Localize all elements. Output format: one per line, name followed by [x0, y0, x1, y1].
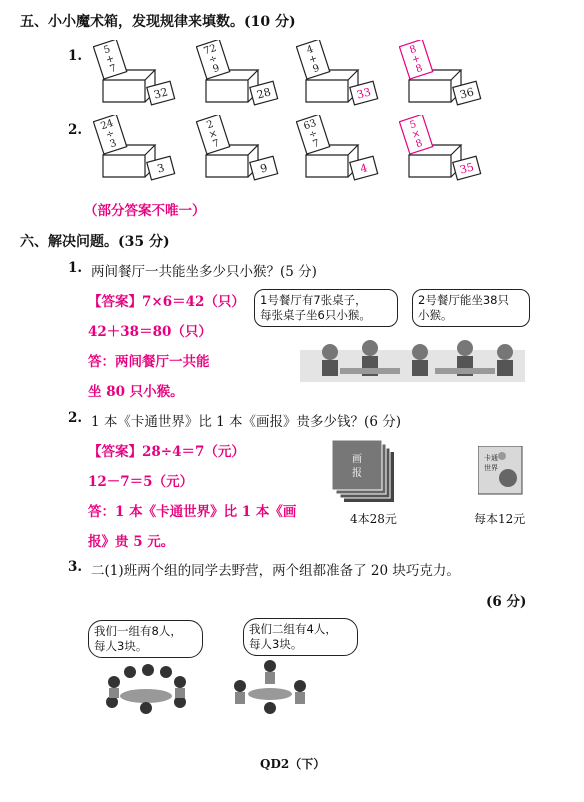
magic-card	[93, 40, 126, 79]
group2-children-illustration	[226, 656, 316, 718]
q3-speech-bubble-2	[243, 618, 358, 656]
svg-text:卡通: 卡通	[484, 454, 498, 462]
q2-answer-line-4: 报》贵 5 元。	[88, 534, 175, 550]
magic-result-card	[453, 81, 481, 105]
book1-title-char-2: 报	[352, 468, 362, 479]
magic-card-text: 8	[408, 43, 418, 57]
magic-box-2-1	[93, 115, 178, 185]
magic-card-text: 8	[414, 62, 425, 76]
magic-card-text: 3	[108, 137, 119, 151]
magic-card-text: 7	[311, 137, 322, 151]
magic-card	[196, 40, 229, 79]
book1-caption: 4本28元	[350, 512, 397, 526]
q2-answer-line-3: 答：1 本《卡通世界》比 1 本《画	[88, 504, 297, 520]
section5-note: （部分答案不唯一）	[84, 203, 206, 219]
q3-bubble2-line-1: 我们二组有4人，	[249, 622, 337, 636]
picture-book-stack	[332, 440, 412, 504]
magic-card-text: ÷	[207, 53, 219, 67]
page-footer: QD2（下）	[260, 757, 326, 771]
q1-bubble2-line-1: 2号餐厅能坐38只	[418, 293, 509, 307]
q3-bubble1-line-1: 我们一组有8人，	[94, 624, 182, 638]
magic-result-card	[147, 156, 175, 180]
q2-text: 1 本《卡通世界》比 1 本《画报》贵多少钱？(6 分)	[91, 414, 401, 430]
magic-card-text: 5	[102, 43, 112, 57]
q1-bubble1-line-2: 每张桌子坐6只小猴。	[260, 308, 371, 322]
magic-result-card	[350, 156, 378, 180]
magic-box-2-3	[296, 115, 381, 185]
q1-answer-line-2: 42＋38＝80（只）	[88, 324, 212, 340]
magic-card-text: 7	[211, 137, 222, 151]
magic-card-text: +	[104, 53, 116, 67]
magic-card	[196, 115, 229, 154]
section5-title: 五、小小魔术箱，发现规律来填数。(10 分)	[20, 14, 296, 30]
magic-card	[399, 40, 432, 79]
magic-card	[93, 115, 126, 154]
q1-answer-line-4: 坐 80 只小猴。	[88, 384, 184, 400]
q1-text: 两间餐厅一共能坐多少只小猴？(5 分)	[91, 264, 317, 280]
magic-card-text: ÷	[104, 128, 116, 142]
q3-speech-bubble-1	[88, 620, 203, 658]
magic-card-text: 2	[205, 118, 215, 132]
row2-label: 2.	[68, 122, 83, 138]
magic-result-card	[250, 156, 278, 180]
magic-card-text: 5	[408, 118, 418, 132]
q1-answer-line-3: 答：两间餐厅一共能	[88, 354, 210, 370]
q1-label: 1.	[68, 260, 83, 276]
magic-card	[399, 115, 432, 154]
magic-card-text: 9	[211, 62, 222, 76]
section6-title: 六、解决问题。(35 分)	[20, 234, 170, 250]
magic-result-text: 33	[355, 85, 373, 102]
magic-box-2-2	[196, 115, 281, 185]
row1-label: 1.	[68, 48, 83, 64]
q2-label: 2.	[68, 410, 83, 426]
magic-card-text: 4	[305, 43, 315, 57]
magic-result-text: 36	[458, 85, 476, 102]
q2-answer-line-2: 12－7＝5（元）	[88, 474, 194, 490]
magic-result-text: 32	[152, 85, 170, 102]
magic-result-text: 4	[358, 161, 369, 176]
cartoon-world-book	[478, 446, 526, 496]
magic-result-text: 9	[258, 161, 269, 176]
magic-box-2-4	[399, 115, 484, 185]
book1-title-char-1: 画	[352, 454, 362, 465]
magic-card	[296, 115, 329, 154]
q3-text: 二(1)班两个组的同学去野营，两个组都准备了 20 块巧克力。	[91, 563, 460, 579]
magic-card-text: 8	[414, 137, 425, 151]
q1-answer-line-1: 【答案】7×6＝42（只）	[88, 294, 245, 310]
magic-card-text: 63	[302, 117, 318, 133]
q3-bubble1-line-2: 每人3块。	[94, 639, 148, 653]
q1-bubble1-line-1: 1号餐厅有7张桌子，	[260, 293, 367, 307]
magic-result-text: 3	[155, 161, 166, 176]
q3-label: 3.	[68, 559, 83, 575]
q1-speech-bubble-2	[412, 289, 530, 327]
group1-children-illustration	[96, 660, 196, 718]
q2-answer-line-1: 【答案】28÷4＝7（元）	[88, 444, 245, 460]
magic-card-text: 7	[108, 62, 119, 76]
q3-bubble2-line-2: 每人3块。	[249, 637, 303, 651]
book2-caption: 每本12元	[474, 512, 526, 526]
magic-box-1-4	[399, 40, 484, 110]
magic-result-card	[453, 156, 481, 180]
q1-bubble2-line-2: 小猴。	[418, 308, 453, 322]
magic-card-text: ×	[410, 128, 422, 142]
magic-card-text: 24	[99, 117, 115, 133]
magic-card-text: +	[307, 53, 319, 67]
magic-box-1-3	[296, 40, 381, 110]
q1-speech-bubble-1	[254, 289, 398, 327]
magic-box-1-1	[93, 40, 178, 110]
magic-box-1-2	[196, 40, 281, 110]
magic-card-text: 9	[311, 62, 322, 76]
q3-points: (6 分)	[486, 594, 527, 610]
magic-result-card	[250, 81, 278, 105]
magic-card	[296, 40, 329, 79]
magic-card-text: ÷	[307, 128, 319, 142]
monkey-restaurant-illustration	[300, 330, 525, 382]
magic-result-card	[350, 81, 378, 105]
magic-result-text: 28	[255, 85, 273, 102]
magic-card-text: 72	[202, 42, 218, 58]
magic-card-text: ×	[207, 128, 219, 142]
svg-text:世界: 世界	[484, 464, 498, 472]
magic-card-text: +	[410, 53, 422, 67]
magic-result-card	[147, 81, 175, 105]
magic-result-text: 35	[458, 160, 476, 177]
